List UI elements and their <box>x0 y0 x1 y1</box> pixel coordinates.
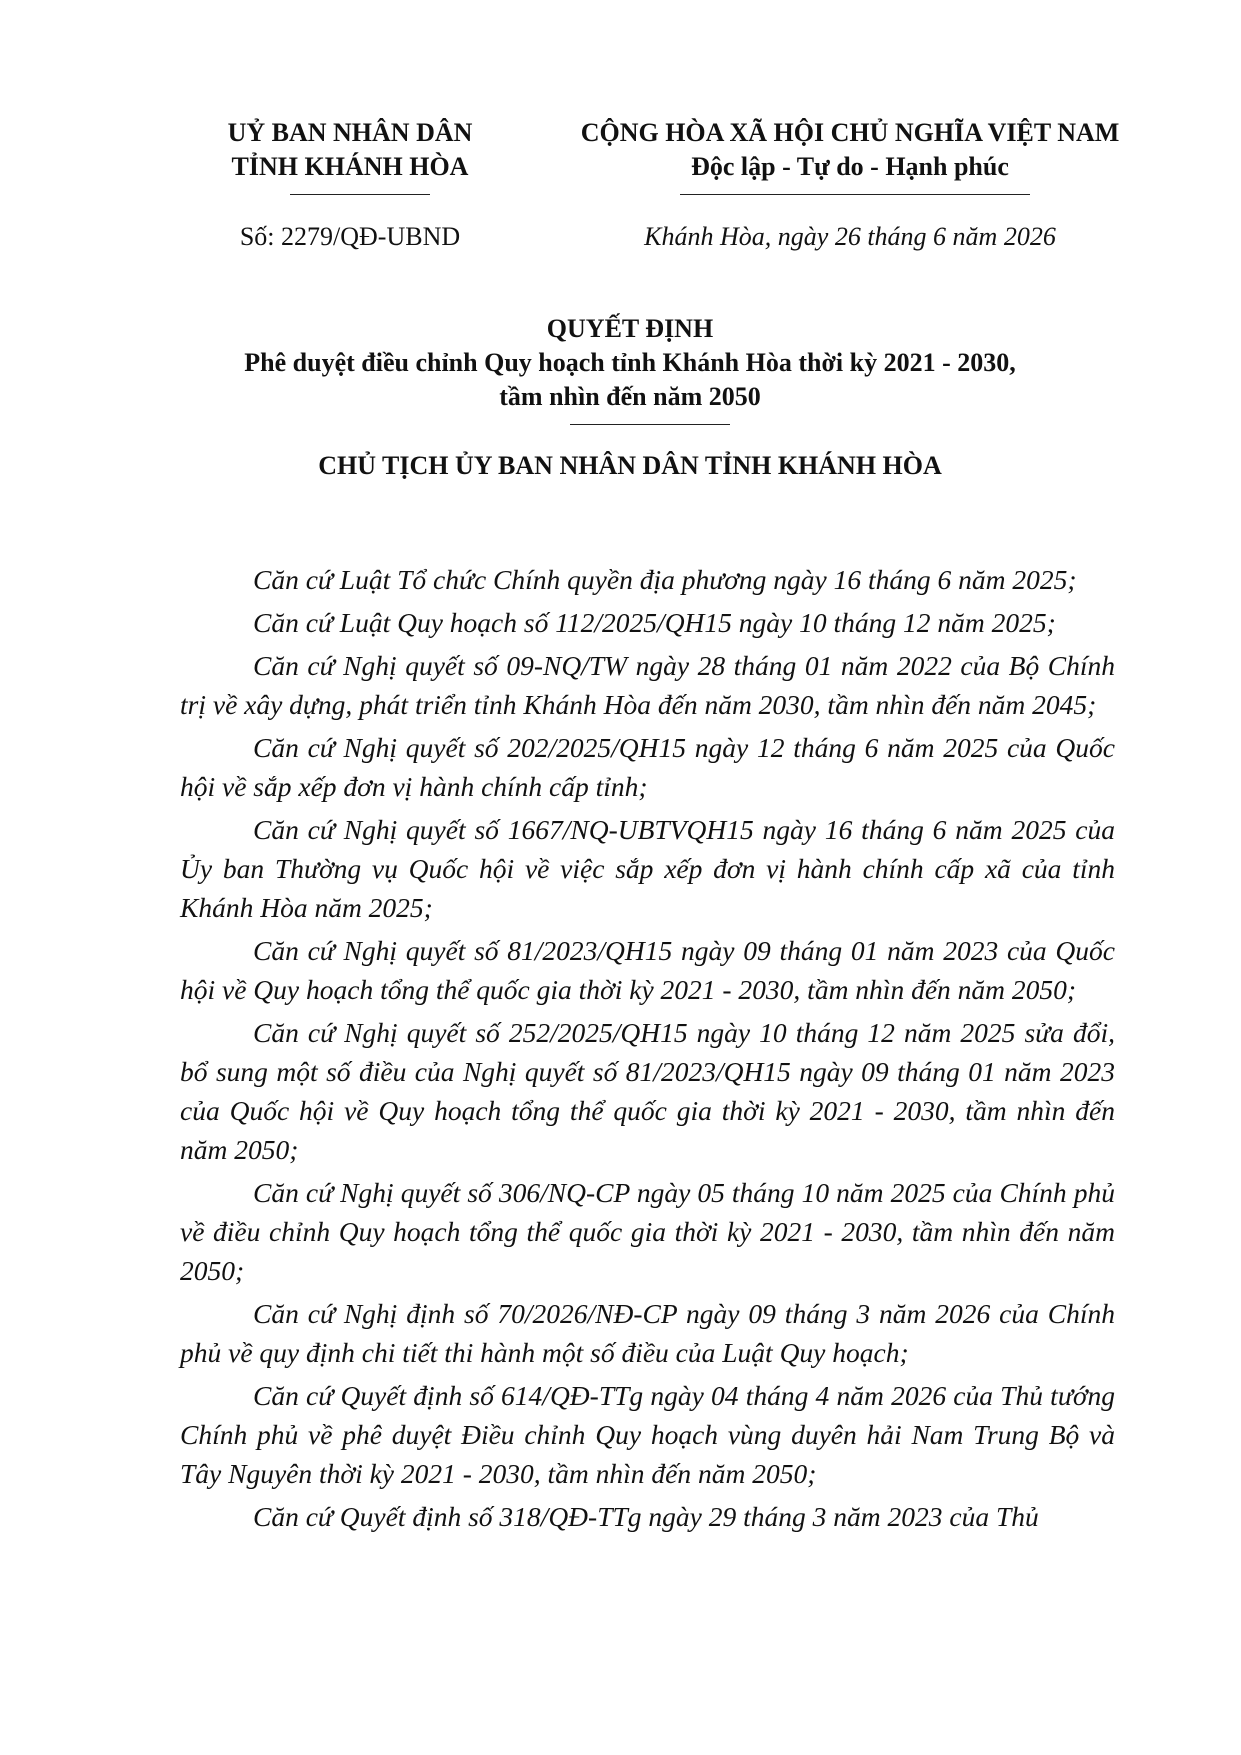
decision-subject-line-2: tầm nhìn đến năm 2050 <box>499 382 761 411</box>
legal-basis-list <box>180 560 1115 1540</box>
document-number: Số: 2279/QĐ-UBND <box>239 222 461 251</box>
legal-basis-item: Căn cứ Nghị quyết số 252/2025/QH15 ngày 10 tháng 12 năm 2025 sửa đổi, bổ sung một số điều của Nghị quyết số 81/2023/QH15 ngày 09 tháng 01 năm 2023 của Quốc hội về Quy hoạch tổng thể quốc gia thời kỳ 2021 - 2030, tầm nhìn đến năm 2050; <box>180 1017 1115 1165</box>
motto: Độc lập - Tự do - Hạnh phúc <box>691 152 1009 181</box>
agency-underline <box>290 194 430 195</box>
issuing-agency <box>180 116 520 184</box>
legal-basis-item: Căn cứ Nghị quyết số 202/2025/QH15 ngày 12 tháng 6 năm 2025 của Quốc hội về sắp xếp đơn vị hành chính cấp tỉnh; <box>180 732 1115 802</box>
country-name: CỘNG HÒA XÃ HỘI CHỦ NGHĨA VIỆT NAM <box>580 118 1120 147</box>
legal-basis-item: Căn cứ Nghị quyết số 09-NQ/TW ngày 28 tháng 01 năm 2022 của Bộ Chính trị về xây dựng, phát triển tỉnh Khánh Hòa đến năm 2030, tầm nhìn đến năm 2045; <box>180 650 1115 720</box>
issuing-authority: CHỦ TỊCH ỦY BAN NHÂN DÂN TỈNH KHÁNH HÒA <box>318 451 942 480</box>
title-underline <box>570 424 730 425</box>
decision-type: QUYẾT ĐỊNH <box>546 314 714 343</box>
agency-line-2: TỈNH KHÁNH HÒA <box>231 152 469 181</box>
agency-line-1: UỶ BAN NHÂN DÂN <box>227 118 473 147</box>
legal-basis-item: Căn cứ Nghị quyết số 306/NQ-CP ngày 05 tháng 10 năm 2025 của Chính phủ về điều chỉnh Quy hoạch tổng thể quốc gia thời kỳ 2021 - 2030, tầm nhìn đến năm 2050; <box>180 1177 1115 1286</box>
legal-basis-item: Căn cứ Quyết định số 614/QĐ-TTg ngày 04 tháng 4 năm 2026 của Thủ tướng Chính phủ về phê duyệt Điều chỉnh Quy hoạch vùng duyên hải Nam Trung Bộ và Tây Nguyên thời kỳ 2021 - 2030, tầm nhìn đến năm 2050; <box>180 1380 1115 1489</box>
legal-basis-item: Căn cứ Luật Tổ chức Chính quyền địa phương ngày 16 tháng 6 năm 2025; <box>253 564 1077 595</box>
decision-subject-line-1: Phê duyệt điều chỉnh Quy hoạch tỉnh Khánh Hòa thời kỳ 2021 - 2030, <box>244 348 1016 377</box>
legal-basis-item: Căn cứ Nghị quyết số 81/2023/QH15 ngày 09 tháng 01 năm 2023 của Quốc hội về Quy hoạch tổng thể quốc gia thời kỳ 2021 - 2030, tầm nhìn đến năm 2050; <box>180 935 1115 1005</box>
national-motto <box>540 116 1160 184</box>
legal-basis-item: Căn cứ Nghị định số 70/2026/NĐ-CP ngày 09 tháng 3 năm 2026 của Chính phủ về quy định chi tiết thi hành một số điều của Luật Quy hoạch; <box>180 1298 1115 1368</box>
legal-basis-item: Căn cứ Nghị quyết số 1667/NQ-UBTVQH15 ngày 16 tháng 6 năm 2025 của Ủy ban Thường vụ Quốc hội về việc sắp xếp đơn vị hành chính cấp xã của tỉnh Khánh Hòa năm 2025; <box>180 814 1115 923</box>
decision-title <box>130 312 1130 414</box>
legal-basis-item: Căn cứ Luật Quy hoạch số 112/2025/QH15 ngày 10 tháng 12 năm 2025; <box>253 607 1056 638</box>
legal-basis-item: Căn cứ Quyết định số 318/QĐ-TTg ngày 29 tháng 3 năm 2023 của Thủ <box>253 1501 1039 1532</box>
place-and-date: Khánh Hòa, ngày 26 tháng 6 năm 2026 <box>644 222 1056 251</box>
motto-underline <box>680 194 1030 195</box>
